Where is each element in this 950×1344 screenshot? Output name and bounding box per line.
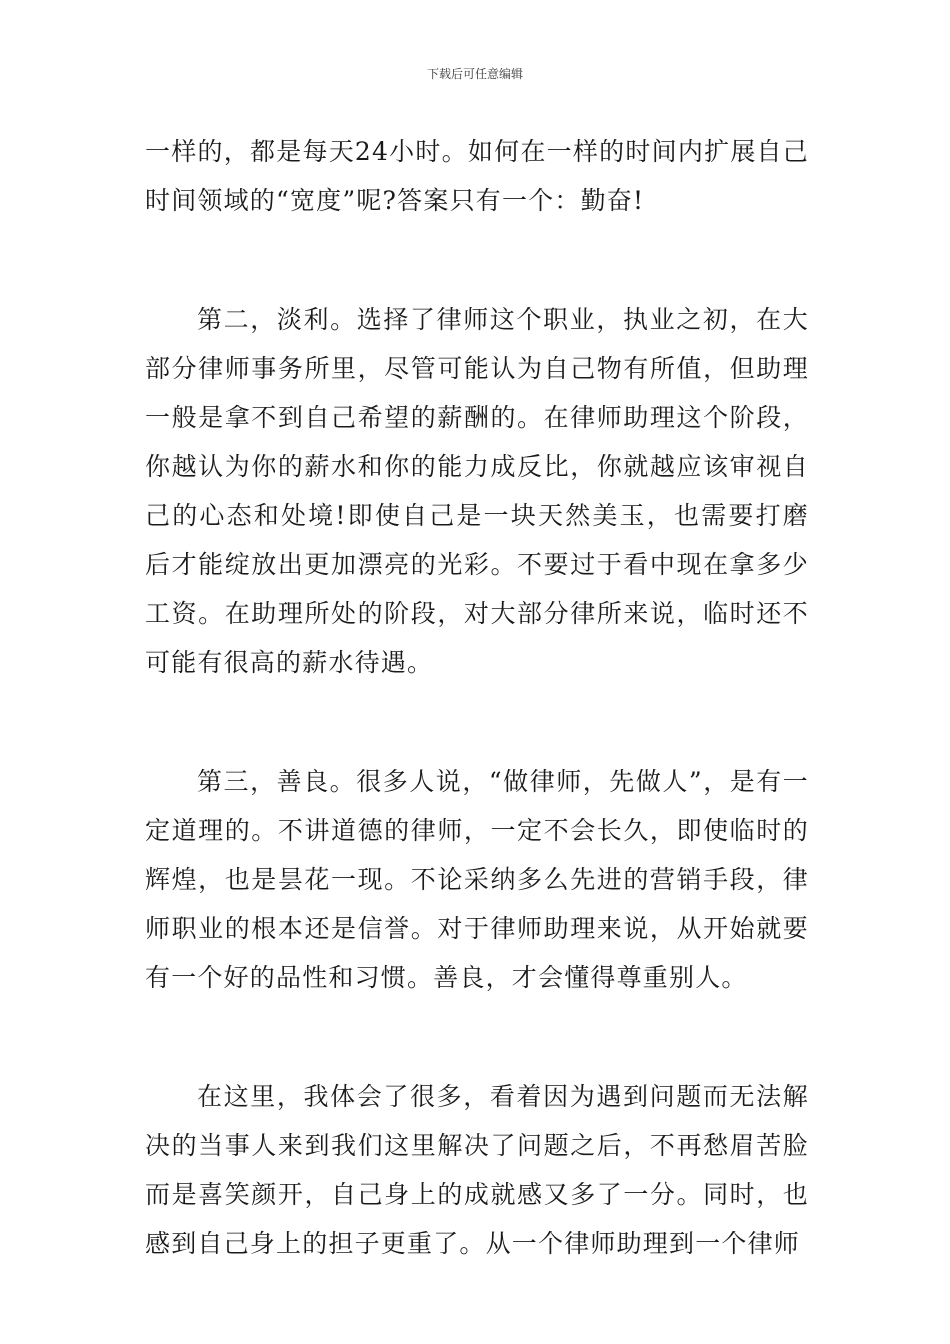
paragraph-gap: [145, 687, 809, 757]
page-header-note: 下载后可任意编辑: [426, 67, 523, 81]
paragraph-continuation: 一样的，都是每天24小时。如何在一样的时间内扩展自己时间领域的“宽度”呢?答案只有一个：勤奋!: [145, 137, 809, 215]
paragraph-reflection: 在这里，我体会了很多，看着因为遇到问题而无法解决的当事人来到我们这里解决了问题之后，不再愁眉苦脸而是喜笑颜开，自己身上的成就感又多了一分。同时，也感到自己身上的担子更重了。从一个律师助理到一个律师: [145, 1082, 809, 1258]
paragraph-third-point: 第三，善良。很多人说，“做律师，先做人”，是有一定道理的。不讲道德的律师，一定不会长久，即使临时的辉煌，也是昙花一现。不论采纳多么先进的营销手段，律师职业的根本还是信誉。对于律师助理来说，从开始就要有一个好的品性和习惯。善良，才会懂得尊重别人。: [145, 767, 809, 992]
paragraph-second-point: 第二，淡利。选择了律师这个职业，执业之初，在大部分律师事务所里，尽管可能认为自己物有所值，但助理一般是拿不到自己希望的薪酬的。在律师助理这个阶段，你越认为你的薪水和你的能力成反比，你就越应该审视自己的心态和处境!即使自己是一块天然美玉，也需要打磨后才能绽放出更加漂亮的光彩。不要过于看中现在拿多少工资。在助理所处的阶段，对大部分律所来说，临时还不可能有很高的薪水待遇。: [145, 305, 809, 677]
document-body: [145, 127, 809, 1268]
paragraph-gap: [145, 225, 809, 295]
paragraph-gap: [145, 1002, 809, 1072]
